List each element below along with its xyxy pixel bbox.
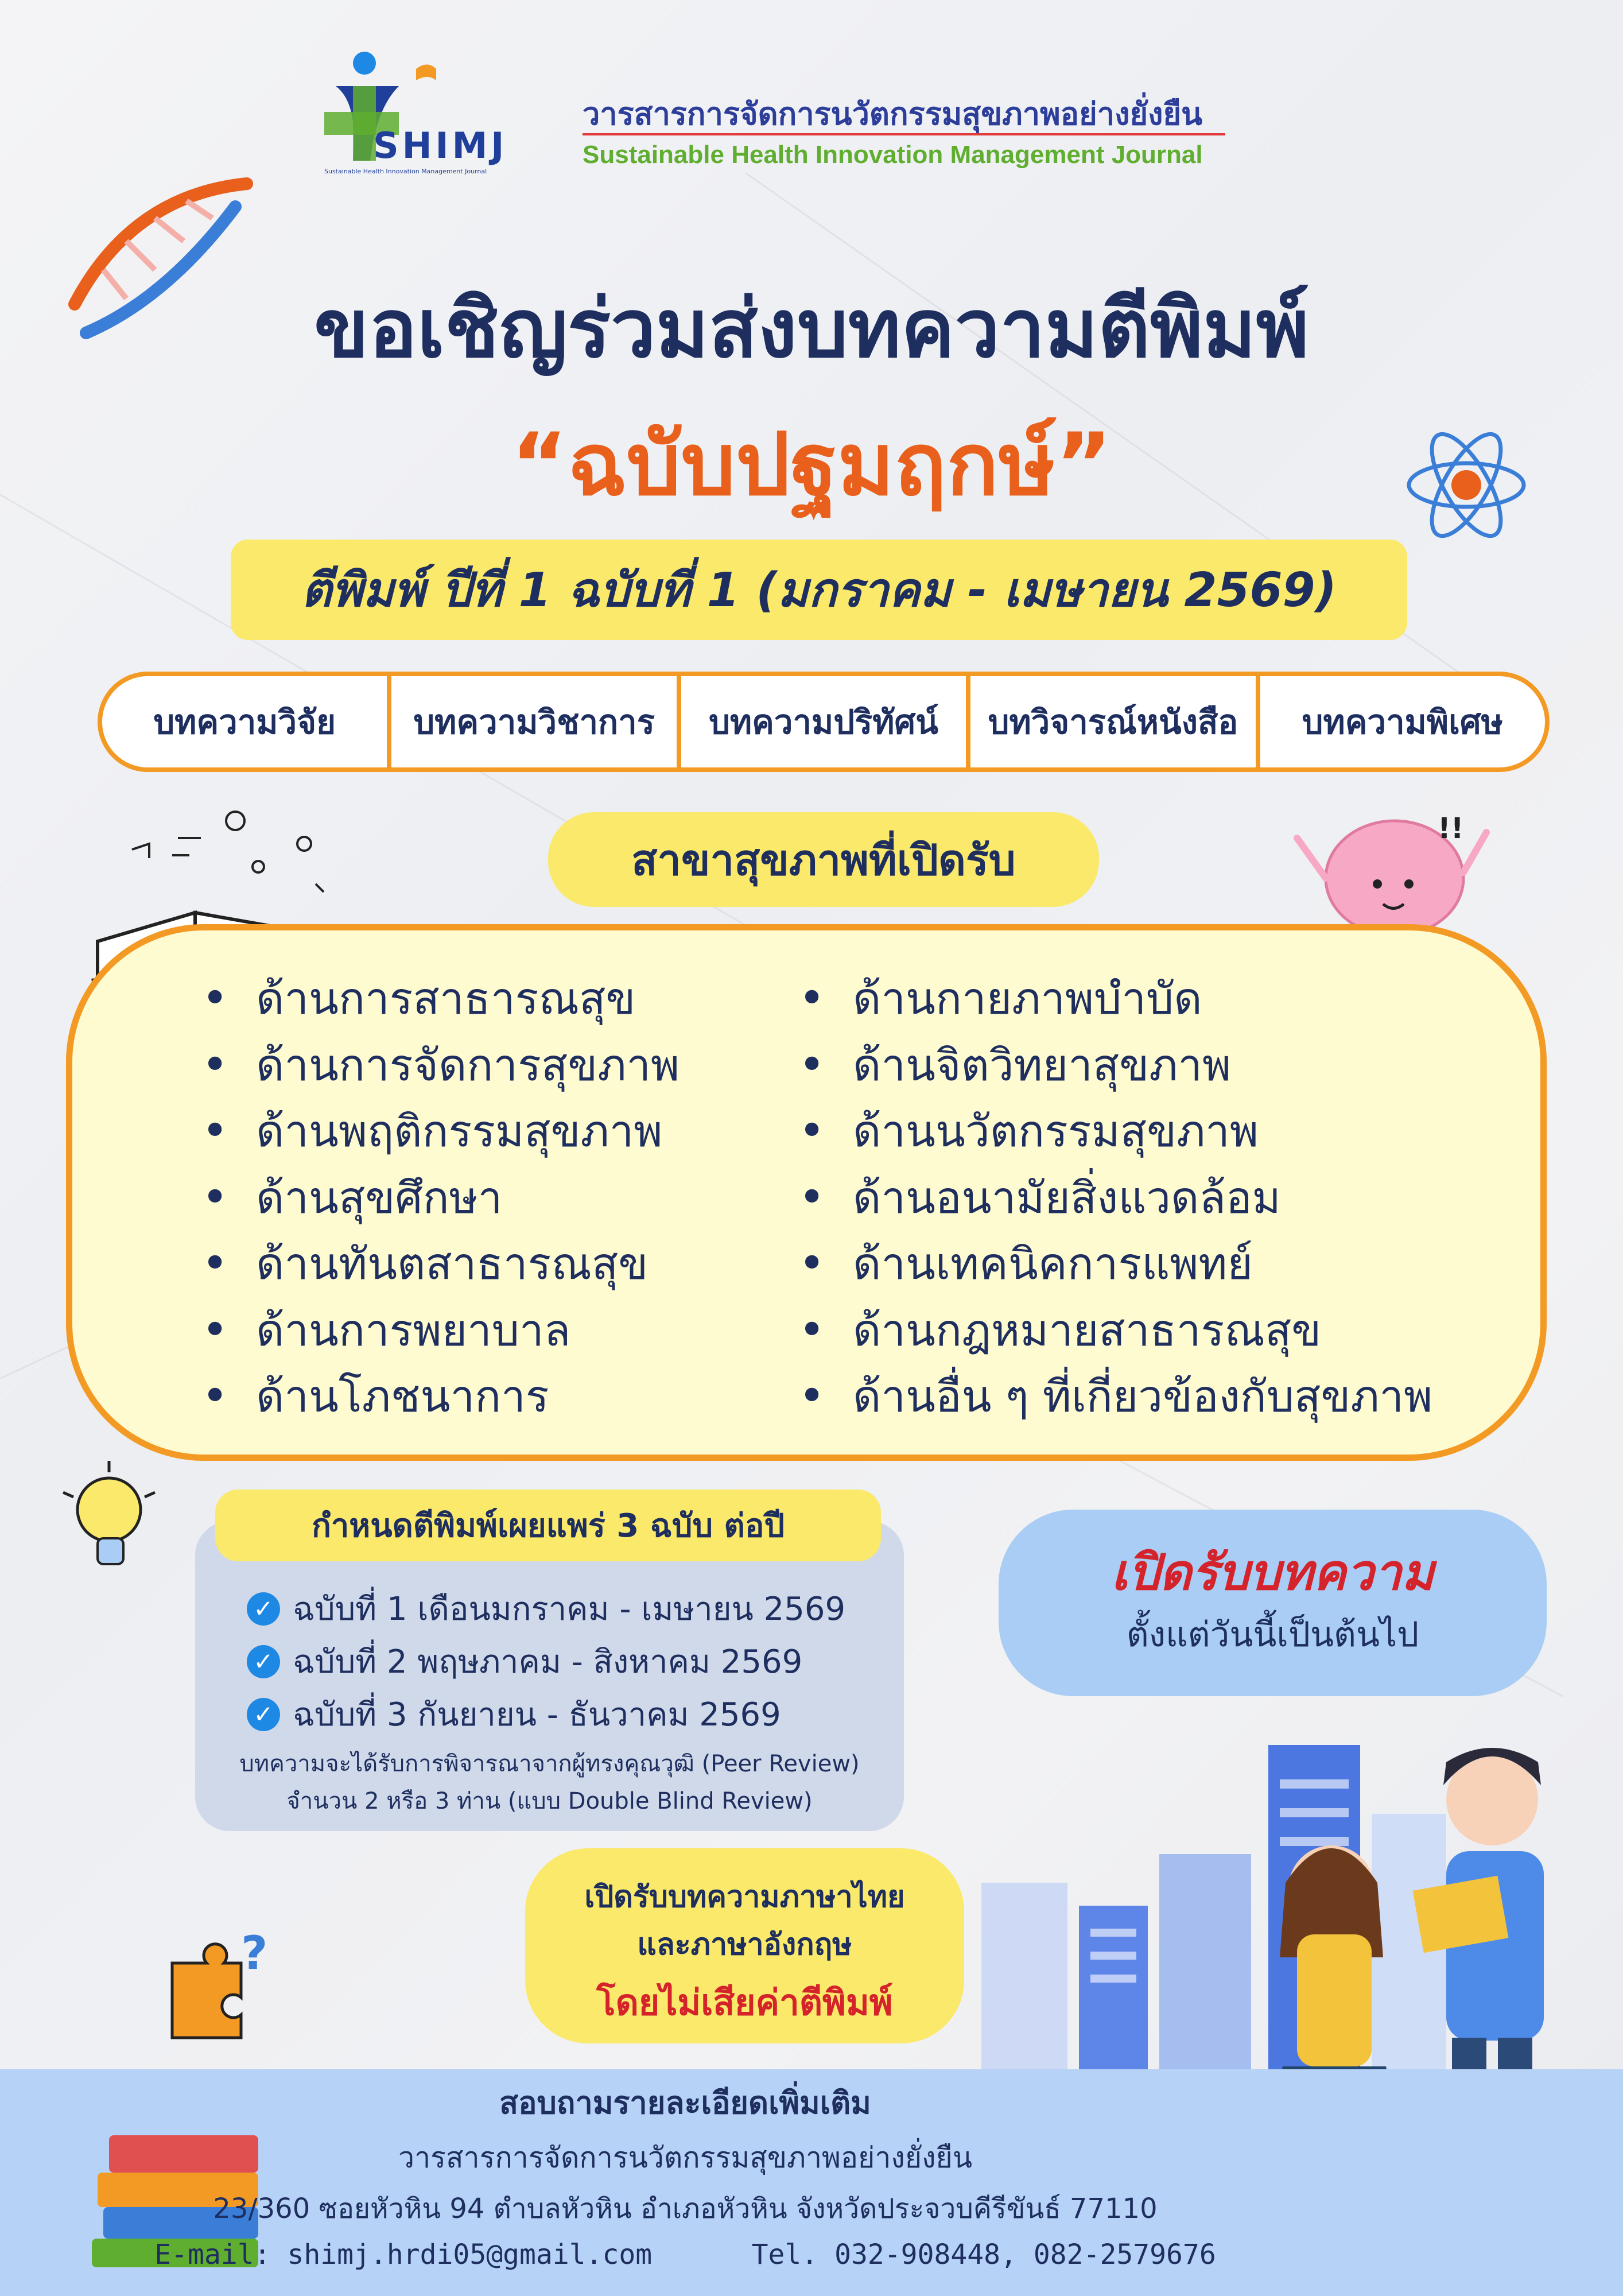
field-item: • ด้านเทคนิคการแพทย์ [798,1230,1432,1297]
schedule-issue-label: ฉบับที่ 3 กันยายน - ธันวาคม 2569 [293,1696,781,1733]
puzzle-icon [161,1929,287,2055]
footer-email: E-mail: shimj.hrdi05@gmail.com [154,2239,653,2271]
language-free-note: โดยไม่เสียค่าตีพิมพ์ [596,1981,893,2023]
check-circle-icon: ✓ [247,1592,280,1626]
language-line-2: และภาษาอังกฤษ [637,1927,852,1962]
field-item: • ด้านการสาธารณสุข [201,965,680,1031]
footer-tel: Tel. 032-908448, 082-2579676 [751,2239,1216,2271]
field-item: • ด้านอื่น ๆ ที่เกี่ยวข้องกับสุขภาพ [798,1363,1432,1429]
subheadline: “ฉบับปฐมฤกษ์” [511,415,1112,515]
field-item: • ด้านโภชนาการ [201,1363,680,1429]
article-types-bar [98,672,1550,772]
fields-list-left [201,965,680,1429]
field-item: • ด้านจิตวิทยาสุขภาพ [798,1031,1432,1098]
schedule-issue-2 [247,1636,802,1687]
fields-list-right [798,965,1432,1429]
schedule-issue-label: ฉบับที่ 1 เดือนมกราคม - เมษายน 2569 [293,1591,846,1628]
footer-address: 23/360 ซอยหัวหิน 94 ตำบลหัวหิน อำเภอหัวหิน จังหวัดประจวบคีรีขันธ์ 77110 [213,2193,1158,2225]
field-item: • ด้านทันตสาธารณสุข [201,1230,680,1297]
article-type-research: บทความวิจัย [153,703,336,742]
check-circle-icon: ✓ [247,1645,280,1678]
schedule-issue-1 [247,1583,845,1634]
field-item: • ด้านพฤติกรรมสุขภาพ [201,1097,680,1164]
journal-name-en: Sustainable Health Innovation Management Journal [583,141,1203,169]
field-item: • ด้านอนามัยสิ่งแวดล้อม [798,1164,1432,1231]
lightbulb-icon [52,1458,166,1584]
fields-title: สาขาสุขภาพที่เปิดรับ [548,812,1099,907]
schedule-issue-3 [247,1689,781,1740]
check-circle-icon: ✓ [247,1698,280,1731]
svg-text:?: ? [241,1929,268,1980]
journal-divider [583,133,1225,135]
journal-name-th: วารสารการจัดการนวัตกรรมสุขภาพอย่างยั่งยืน [583,96,1202,132]
footer-title: สอบถามรายละเอียดเพิ่มเติม [499,2085,871,2121]
field-item: • ด้านกายภาพบำบัด [798,965,1432,1031]
review-note-2: จำนวน 2 หรือ 3 ท่าน (แบบ Double Blind Review) [286,1788,813,1814]
field-item: • ด้านกฎหมายสาธารณสุข [798,1297,1432,1363]
article-type-book-review: บทวิจารณ์หนังสือ [966,676,1255,767]
schedule-title: กำหนดตีพิมพ์เผยแพร่ 3 ฉบับ ต่อปี [215,1490,881,1561]
footer-journal-name: วารสารการจัดการนวัตกรรมสุขภาพอย่างยั่งยืน [398,2141,972,2174]
schedule-issue-label: ฉบับที่ 2 พฤษภาคม - สิงหาคม 2569 [293,1643,803,1681]
article-type-review: บทความปริทัศน์ [677,676,966,767]
svg-text:!!: !! [1438,812,1464,845]
field-item: • ด้านการพยาบาล [201,1297,680,1363]
open-call-title: เปิดรับบทความ [1111,1544,1434,1601]
shimj-logo [313,46,554,178]
article-type-academic: บทความวิชาการ [387,676,676,767]
logo-tagline: Sustainable Health Innovation Management Journal [324,168,487,175]
field-item: • ด้านสุขศึกษา [201,1164,680,1231]
footer-contact [0,2239,1497,2271]
fields-box [66,924,1547,1461]
field-item: • ด้านนวัตกรรมสุขภาพ [798,1097,1432,1164]
review-note-1: บทความจะได้รับการพิจารณาจากผู้ทรงคุณวุฒิ (Peer Review) [239,1751,860,1777]
logo-text: SHIMJ [373,125,508,166]
article-type-special: บทความพิเศษ [1256,676,1545,767]
issue-banner: ตีพิมพ์ ปีที่ 1 ฉบับที่ 1 (มกราคม - เมษายน 2569) [231,540,1407,640]
language-line-1: เปิดรับบทความภาษาไทย [584,1880,905,1914]
headline: ขอเชิญร่วมส่งบทความตีพิมพ์ [314,282,1309,376]
open-call-subtitle: ตั้งแต่วันนี้เป็นต้นไป [1126,1615,1419,1655]
field-item: • ด้านการจัดการสุขภาพ [201,1031,680,1098]
